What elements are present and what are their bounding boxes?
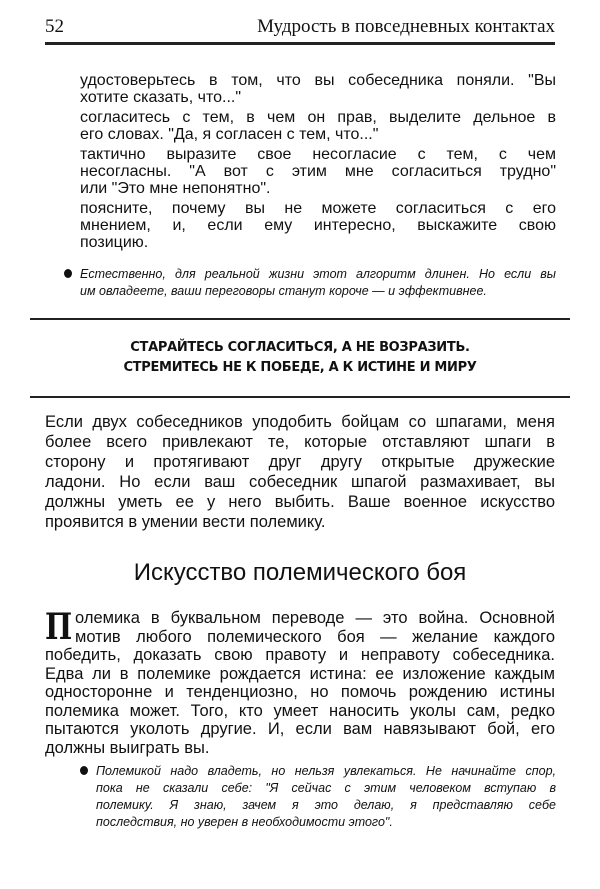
text-line: несогласны. "А вот с этим мне согласиться трудно" bbox=[80, 163, 556, 180]
text-line: поясните, почему вы не можете согласиться с его bbox=[80, 200, 556, 217]
paragraph-1 bbox=[45, 412, 555, 532]
section-heading: Искусство полемического боя bbox=[133, 559, 467, 586]
text-line: им овладеете, ваши переговоры станут короче — и эффективнее. bbox=[80, 284, 487, 298]
text-line: тактично выразите свое несогласие с тем, с чем bbox=[80, 146, 556, 163]
text-line: Полемикой надо владеть, но нельзя увлекаться. Не начинайте спор, bbox=[96, 764, 556, 778]
drop-cap: П bbox=[45, 606, 73, 648]
running-header bbox=[45, 16, 555, 40]
note-2 bbox=[96, 763, 556, 831]
text-line: Если двух собеседников уподобить бойцам со шпагами, меня bbox=[45, 413, 555, 431]
text-line: пока не сказали себе: "Я сейчас с этим человеком вступаю в bbox=[96, 781, 556, 795]
text-line: победить, доказать свою правоту и неправоту собеседника. bbox=[45, 646, 555, 664]
text-line: мотив любого полемического боя — желание каждого bbox=[75, 627, 555, 646]
text-line: позицию. bbox=[80, 234, 149, 251]
text-line: Естественно, для реальной жизни этот алгоритм длинен. Но если вы bbox=[80, 267, 556, 281]
bullet-icon bbox=[80, 766, 88, 775]
list-item bbox=[80, 146, 556, 197]
text-line: мнением, и, если ему интересно, выскажите свою bbox=[80, 217, 556, 234]
callout-line: СТРЕМИТЕСЬ НЕ К ПОБЕДЕ, А К ИСТИНЕ И МИРУ bbox=[123, 360, 477, 375]
text-line: проявится в умении вести полемику. bbox=[45, 513, 326, 531]
paragraph-2 bbox=[45, 606, 555, 757]
note-1 bbox=[80, 266, 556, 300]
text-line: согласитесь с тем, в чем он прав, выделите дельное в bbox=[80, 109, 556, 126]
list-item bbox=[80, 72, 556, 106]
text-line: полемика может. Того, кто умеет наносить уколы сам, редко bbox=[45, 701, 555, 720]
text-line: сторону и протягивают друг другу открытые дружеские bbox=[45, 453, 555, 471]
text-line: удостоверьтесь в том, что вы собеседника поняли. "Вы bbox=[80, 72, 556, 89]
text-line: Едва ли в полемике рождается истина: ее изложение каждым bbox=[45, 664, 555, 683]
running-title: Мудрость в повседневных контактах bbox=[257, 16, 555, 37]
text-line: полемику. Я знаю, зачем я это делаю, я представляю себе bbox=[96, 798, 556, 812]
text-line: олемика в буквальном переводе — это война. Основной bbox=[75, 609, 555, 627]
callout-line: СТАРАЙТЕСЬ СОГЛАСИТЬСЯ, А НЕ ВОЗРАЗИТЬ. bbox=[130, 340, 470, 355]
text-line: последствия, но уверен в необходимости этого". bbox=[96, 815, 393, 829]
list-item bbox=[80, 200, 556, 251]
text-line: пытаются уколоть другие. И, если вам навязывают бой, его bbox=[45, 720, 555, 738]
advice-list bbox=[80, 72, 556, 254]
text-line: ладони. Но если ваш собеседник шпагой размахивает, вы bbox=[45, 473, 555, 491]
callout-box bbox=[30, 318, 570, 398]
text-line: односторонне и тенденциозно, но помочь рождению истины bbox=[45, 683, 555, 701]
text-line: или "Это мне непонятно". bbox=[80, 180, 271, 197]
text-line: должны уметь ее у него выбить. Ваше военное искусство bbox=[45, 493, 555, 511]
header-rule bbox=[45, 42, 555, 45]
bullet-icon bbox=[64, 269, 72, 278]
page-number: 52 bbox=[45, 16, 64, 37]
list-item bbox=[80, 109, 556, 143]
text-line: его словах. "Да, я согласен с тем, что..." bbox=[80, 126, 379, 143]
text-line: хотите сказать, что..." bbox=[80, 89, 242, 106]
text-line: должны выиграть вы. bbox=[45, 738, 210, 757]
text-line: более всего привлекают те, которые отставляют шпаги в bbox=[45, 433, 555, 451]
